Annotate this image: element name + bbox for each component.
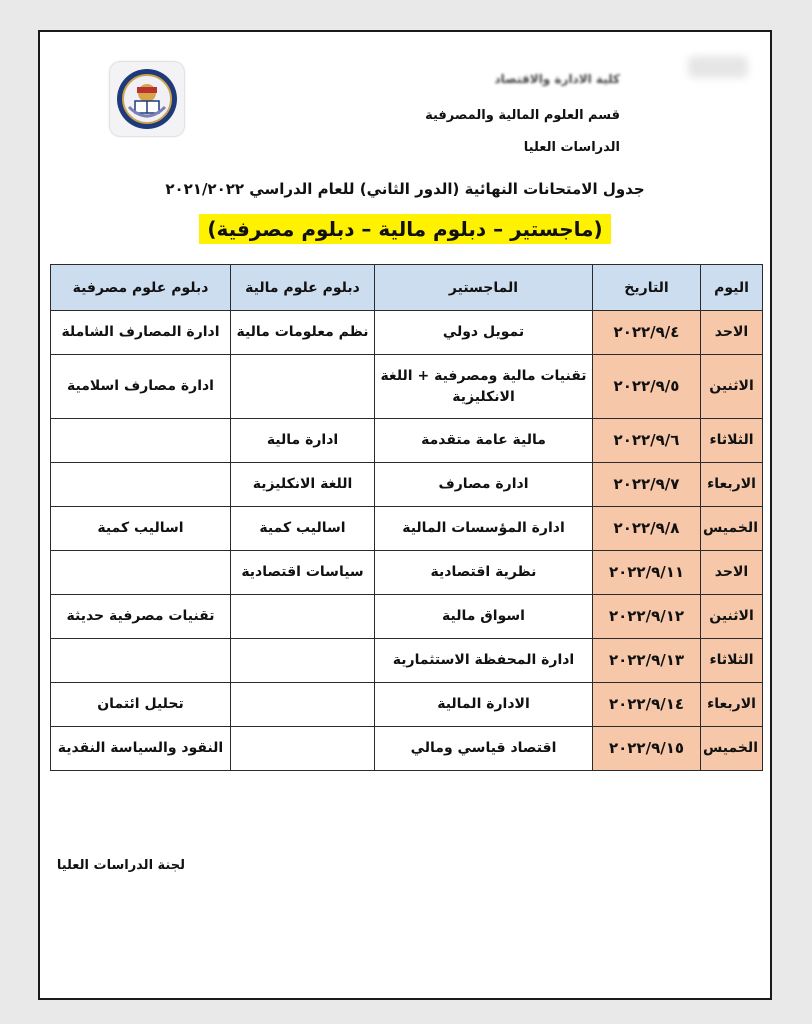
table-row (51, 683, 763, 727)
header-date: التاريخ (593, 265, 701, 311)
cell-day: الاثنين (701, 595, 763, 639)
graduate-studies-label: الدراسات العليا (523, 140, 620, 155)
cell-date: ٢٠٢٢/٩/١٤ (593, 683, 701, 727)
cell-finance-diploma (231, 639, 375, 683)
schedule-title: جدول الامتحانات النهائية (الدور الثاني) للعام الدراسي ٢٠٢١/٢٠٢٢ (165, 180, 645, 198)
document-page (38, 30, 772, 1000)
cell-banking-diploma: تحليل ائتمان (51, 683, 231, 727)
cell-masters: مالية عامة متقدمة (375, 419, 593, 463)
cell-date: ٢٠٢٢/٩/٦ (593, 419, 701, 463)
cell-masters: تقنيات مالية ومصرفية + اللغة الانكليزية (375, 355, 593, 419)
cell-finance-diploma (231, 727, 375, 771)
cell-date: ٢٠٢٢/٩/٥ (593, 355, 701, 419)
cell-banking-diploma: تقنيات مصرفية حديثة (51, 595, 231, 639)
cell-day: الاربعاء (701, 683, 763, 727)
cell-finance-diploma: ادارة مالية (231, 419, 375, 463)
cell-masters: تمويل دولي (375, 311, 593, 355)
cell-date: ٢٠٢٢/٩/١٥ (593, 727, 701, 771)
header-day: اليوم (701, 265, 763, 311)
cell-day: الثلاثاء (701, 639, 763, 683)
cell-banking-diploma (51, 551, 231, 595)
cell-masters: اسواق مالية (375, 595, 593, 639)
cell-day: الثلاثاء (701, 419, 763, 463)
department-name: قسم العلوم المالية والمصرفية (425, 108, 620, 123)
cell-date: ٢٠٢٢/٩/٨ (593, 507, 701, 551)
cell-masters: نظرية اقتصادية (375, 551, 593, 595)
cell-day: الاثنين (701, 355, 763, 419)
table-row (51, 311, 763, 355)
exam-schedule-table (50, 264, 763, 771)
cell-day: الاربعاء (701, 463, 763, 507)
cell-day: الاحد (701, 311, 763, 355)
cell-banking-diploma: ادارة المصارف الشاملة (51, 311, 231, 355)
table-row (51, 639, 763, 683)
cell-masters: ادارة مصارف (375, 463, 593, 507)
cell-finance-diploma: نظم معلومات مالية (231, 311, 375, 355)
cell-masters: ادارة المؤسسات المالية (375, 507, 593, 551)
table-row (51, 355, 763, 419)
table-row (51, 463, 763, 507)
cell-finance-diploma (231, 595, 375, 639)
cell-finance-diploma: سياسات اقتصادية (231, 551, 375, 595)
cell-banking-diploma (51, 419, 231, 463)
cell-day: الخميس (701, 727, 763, 771)
cell-banking-diploma: اساليب كمية (51, 507, 231, 551)
cell-date: ٢٠٢٢/٩/٤ (593, 311, 701, 355)
header-banking-diploma: دبلوم علوم مصرفية (51, 265, 231, 311)
cell-masters: الادارة المالية (375, 683, 593, 727)
table-row (51, 551, 763, 595)
table-row (51, 727, 763, 771)
table-row (51, 595, 763, 639)
cell-finance-diploma: اساليب كمية (231, 507, 375, 551)
committee-signature: لجنة الدراسات العليا (56, 858, 185, 873)
cell-date: ٢٠٢٢/٩/١٣ (593, 639, 701, 683)
university-logo (110, 62, 184, 136)
cell-banking-diploma: ادارة مصارف اسلامية (51, 355, 231, 419)
cell-day: الاحد (701, 551, 763, 595)
schedule-subtitle: (ماجستير – دبلوم مالية – دبلوم مصرفية) (199, 214, 610, 244)
table-row (51, 419, 763, 463)
college-name: كلية الادارة والاقتصاد (494, 72, 620, 86)
cell-masters: اقتصاد قياسي ومالي (375, 727, 593, 771)
cell-banking-diploma (51, 639, 231, 683)
cell-banking-diploma (51, 463, 231, 507)
cell-finance-diploma: اللغة الانكليزية (231, 463, 375, 507)
table-row (51, 507, 763, 551)
cell-finance-diploma (231, 683, 375, 727)
cell-date: ٢٠٢٢/٩/٧ (593, 463, 701, 507)
cell-day: الخميس (701, 507, 763, 551)
cell-masters: ادارة المحفظة الاستثمارية (375, 639, 593, 683)
header-finance-diploma: دبلوم علوم مالية (231, 265, 375, 311)
cell-date: ٢٠٢٢/٩/١١ (593, 551, 701, 595)
header-masters: الماجستير (375, 265, 593, 311)
table-header-row (51, 265, 763, 311)
scan-smudge (688, 56, 748, 78)
cell-date: ٢٠٢٢/٩/١٢ (593, 595, 701, 639)
cell-finance-diploma (231, 355, 375, 419)
cell-banking-diploma: النقود والسياسة النقدية (51, 727, 231, 771)
